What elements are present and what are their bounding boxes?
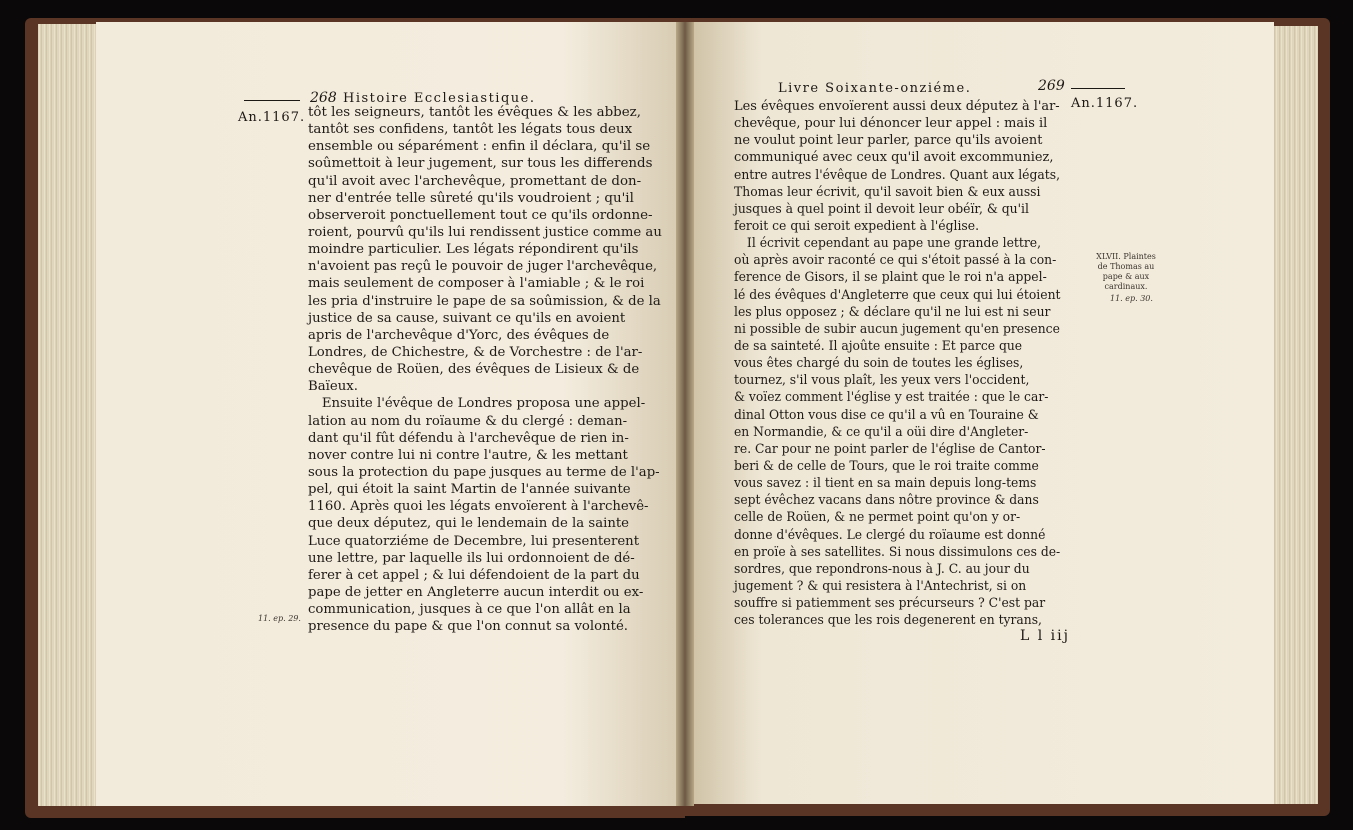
book-gutter [676,22,694,806]
right-margin-note: XLVII. Plaintes de Thomas au pape & aux cardinaux. [1096,252,1156,291]
text-line: vous savez : il tient en sa main depuis long-tems [734,476,1037,492]
text-line: tournez, s'il vous plaît, les yeux vers l'occident, [734,373,1030,389]
text-line: les plus opposez ; & déclare qu'il ne lui est ni seur [734,304,1051,320]
text-line: Ensuite l'évêque de Londres proposa une appel- [321,396,646,412]
text-line: jugement ? & qui resistera à l'Antechrist, si on [734,578,1027,594]
text-line: sept évêchez vacans dans nôtre province & dans [734,493,1039,509]
text-line: Luce quatorziéme de Decembre, lui presenterent [308,533,640,549]
text-line: dant qu'il fût défendu à l'archevêque de rien in- [308,430,629,446]
text-line: mais seulement de composer à l'amiable ; & le roi [308,276,645,292]
left-margin-reference: 11. ep. 29. [258,614,301,623]
left-page-number: 268 [310,90,337,106]
text-line: ner d'entrée telle sûreté qu'ils voudroient ; qu'il [308,190,634,206]
text-line: feroit ce qui seroit expedient à l'église. [734,218,980,234]
text-line: roient, pourvû qu'ils lui rendissent justice comme au [308,224,662,240]
right-header-rule [1071,88,1125,89]
text-line: chevêque de Roüen, des évêques de Lisieux & de [308,362,640,378]
right-year-note: An.1167. [1071,96,1139,111]
left-running-head: Histoire Ecclesiastique. [343,91,536,106]
text-line: communication, jusques à ce que l'on allât en la [308,602,631,618]
text-line: justice de sa cause, suivant ce qu'ils en avoient [308,310,626,326]
text-line: tantôt ses confidens, tantôt les légats tous deux [308,122,633,138]
text-line: ensemble ou séparément : enfin il déclara, qu'il se [308,139,651,155]
text-line: lé des évêques d'Angleterre que ceux qui lui étoient [734,287,1061,303]
right-running-head: Livre Soixante-onziéme. [778,81,972,96]
text-line: dinal Otton vous dise ce qu'il a vû en Touraine & [734,407,1039,423]
text-line: en proïe à ses satellites. Si nous dissimulons ces de- [734,544,1061,560]
text-line: sous la protection du pape jusques au terme de l'ap- [308,464,660,480]
text-line: re. Car pour ne point parler de l'église de Cantor- [734,441,1046,457]
left-year-note: An.1167. [238,110,306,125]
text-line: Les évêques envoïerent aussi deux députez à l'ar- [734,99,1060,114]
text-line: observeroit ponctuellement tout ce qu'ils ordonne- [308,207,653,223]
text-line: vous êtes chargé du soin de toutes les églises, [734,356,1024,372]
text-line: soûmettoit à leur jugement, sur tous les differends [308,156,653,172]
text-line: en Normandie, & ce qu'il a oüi dire d'Angleter- [734,424,1029,440]
text-line: Il écrivit cependant au pape une grande lettre, [746,236,1042,252]
text-line: de sa sainteté. Il ajoûte ensuite : Et parce que [734,338,1023,354]
right-margin-reference: 11. ep. 30. [1110,294,1153,303]
text-line: lation au nom du roïaume & du clergé : deman- [308,413,628,429]
text-line: jusques à quel point il devoit leur obéïr, & qu'il [734,201,1029,217]
text-line: pel, qui étoit la saint Martin de l'année suivante [308,482,631,498]
text-line: une lettre, par laquelle ils lui ordonnoient de dé- [308,550,635,566]
left-page-edges [38,24,102,806]
text-line: 1160. Après quoi les légats envoïerent à l'archevê- [308,499,649,515]
left-body-text [308,104,666,635]
text-line: celle de Roüen, & ne permet point qu'on y or- [734,510,1021,526]
text-line: n'avoient pas reçû le pouvoir de juger l'archevêque, [308,259,658,275]
text-line: que deux députez, qui le lendemain de la sainte [308,516,630,532]
left-header-rule [244,100,300,101]
text-line: pape de jetter en Angleterre aucun interdit ou ex- [308,584,644,600]
text-line: tôt les seigneurs, tantôt les évêques & les abbez, [308,105,641,120]
text-line: sordres, que repondrons-nous à J. C. au jour du [734,561,1030,577]
text-line: qu'il avoit avec l'archevêque, promettant de don- [308,173,642,189]
text-line: ference de Gisors, il se plaint que le roi n'a appel- [734,270,1047,286]
text-line: donne d'évêques. Le clergé du roïaume est donné [734,527,1046,543]
text-line: & voïez comment l'église y est traitée : que le car- [734,390,1049,406]
text-line: Londres, de Chichestre, & de Vorchestre : de l'ar- [308,344,643,360]
right-body-text [734,98,1088,629]
text-line: presence du pape & que l'on connut sa volonté. [308,619,629,635]
text-line: Baïeux. [308,379,358,395]
text-line: ces tolerances que les rois degenerent en tyrans, [734,613,1042,629]
text-line: ferer à cet appel ; & lui défendoient de la part du [308,567,640,583]
signature-mark: L l iij [1020,628,1070,644]
text-line: communiqué avec ceux qu'il avoit excommuniez, [734,150,1054,166]
text-line: souffre si patiemment ses précurseurs ? C'est par [734,596,1046,612]
text-line: où après avoir raconté ce qui s'étoit passé à la con- [734,253,1057,269]
right-page-edges [1268,26,1318,804]
text-line: chevêque, pour lui dénoncer leur appel : mais il [734,116,1048,132]
text-line: ni possible de subir aucun jugement qu'en presence [734,321,1060,337]
text-line: moindre particulier. Les légats répondirent qu'ils [308,242,639,258]
text-line: les pria d'instruire le pape de sa soûmission, & de la [308,293,661,309]
text-line: ne voulut point leur parler, parce qu'ils avoient [734,133,1043,149]
right-page-number: 269 [1038,78,1065,94]
text-line: Thomas leur écrivit, qu'il savoit bien & eux aussi [734,184,1041,200]
text-line: apris de l'archevêque d'Yorc, des évêques de [308,327,610,343]
text-line: nover contre lui ni contre l'autre, & les mettant [308,447,628,463]
text-line: beri & de celle de Tours, que le roi traite comme [734,458,1039,474]
text-line: entre autres l'évêque de Londres. Quant aux légats, [734,167,1061,183]
